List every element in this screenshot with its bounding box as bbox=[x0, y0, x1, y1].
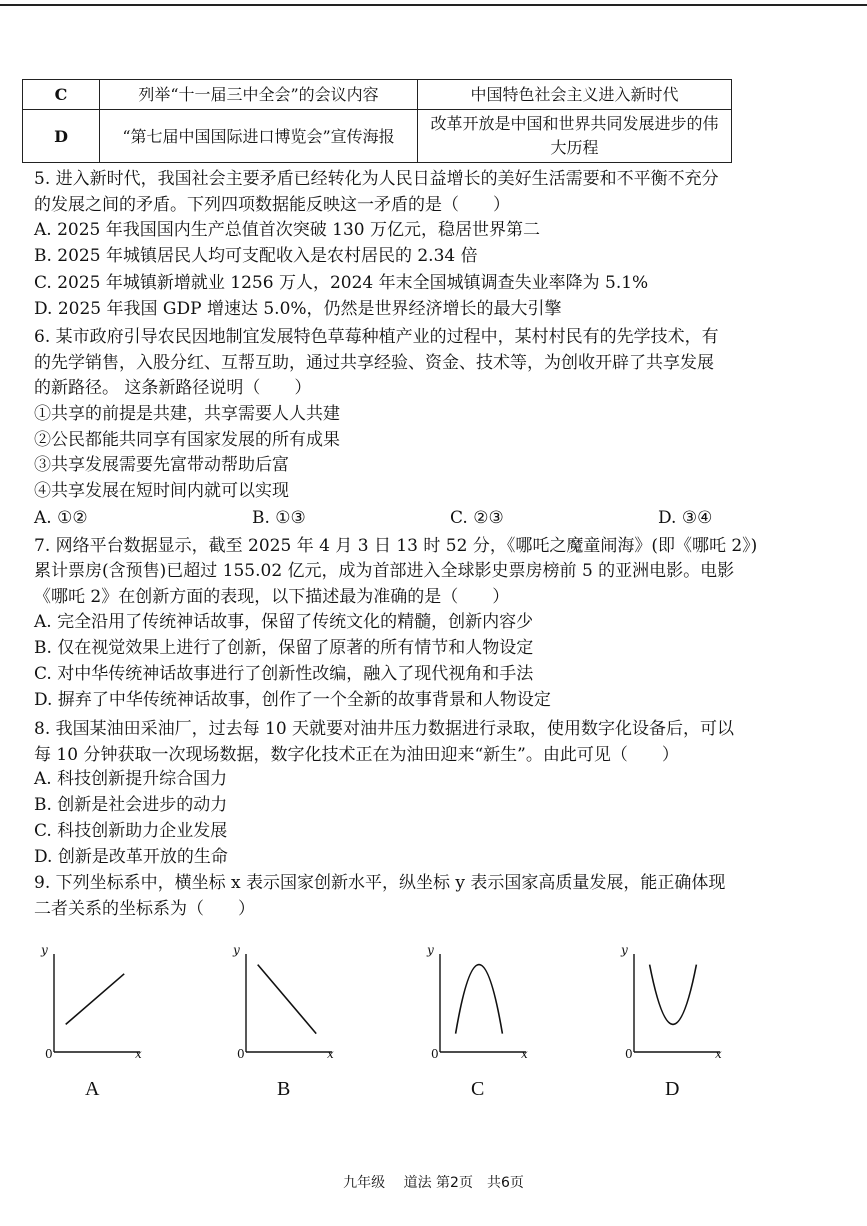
table-cell-conclusion: 改革开放是中国和世界共同发展进步的伟大历程 bbox=[418, 110, 732, 163]
graph-c-svg bbox=[426, 940, 546, 1075]
table-option-label: D bbox=[23, 110, 100, 163]
q8-stem-line1: 8. 我国某油田采油厂，过去每 10 天就要对油井压力数据进行录取，使用数字化设备后，可以 bbox=[34, 719, 735, 739]
graph-c-label: C bbox=[471, 1078, 485, 1100]
q7-stem-line2: 累计票房(含预售)已超过 155.02 亿元，成为首部进入全球影史票房榜前 5 的亚洲电影。电影 bbox=[34, 561, 735, 581]
q7-option-b[interactable]: B. 仅在视觉效果上进行了创新，保留了原著的所有情节和人物设定 bbox=[34, 638, 534, 658]
table-cell-content: 列举“十一届三中全会”的会议内容 bbox=[100, 80, 418, 110]
q6-option-c[interactable]: C. ②③ bbox=[450, 508, 504, 528]
q6-option-a[interactable]: A. ①② bbox=[34, 508, 88, 528]
q8-option-a[interactable]: A. 科技创新提升综合国力 bbox=[34, 769, 228, 789]
q6-statement-4: ④共享发展在短时间内就可以实现 bbox=[34, 481, 289, 501]
q5-option-a[interactable]: A. 2025 年我国国内生产总值首次突破 130 万亿元，稳居世界第二 bbox=[34, 220, 541, 240]
q7-stem-line3: 《哪吒 2》在创新方面的表现，以下描述最为准确的是（ ） bbox=[34, 587, 510, 607]
q8-option-c[interactable]: C. 科技创新助力企业发展 bbox=[34, 821, 228, 841]
graph-d-ylabel: y bbox=[621, 943, 628, 957]
series-line bbox=[650, 965, 697, 1025]
graph-b-svg bbox=[232, 940, 352, 1075]
page-footer: 九年级 道法 第2页 共6页 bbox=[343, 1175, 524, 1191]
q5-option-d[interactable]: D. 2025 年我国 GDP 增速达 5.0%，仍然是世界经济增长的最大引擎 bbox=[34, 299, 562, 319]
graph-b-origin: 0 bbox=[237, 1047, 245, 1061]
graph-d-origin: 0 bbox=[625, 1047, 633, 1061]
q5-option-b[interactable]: B. 2025 年城镇居民人均可支配收入是农村居民的 2.34 倍 bbox=[34, 246, 478, 266]
graph-d-svg bbox=[620, 940, 740, 1075]
q7-option-a[interactable]: A. 完全沿用了传统神话故事，保留了传统文化的精髓，创新内容少 bbox=[34, 612, 534, 632]
coordinate-graphs bbox=[0, 940, 867, 1120]
q6-stem-line2: 的先学销售，入股分红、互帮互助，通过共享经验、资金、技术等，为创收开辟了共享发展 bbox=[34, 353, 714, 373]
series-line bbox=[456, 965, 503, 1034]
graph-c-origin: 0 bbox=[431, 1047, 439, 1061]
q6-option-d[interactable]: D. ③④ bbox=[658, 508, 713, 528]
q6-option-b[interactable]: B. ①③ bbox=[252, 508, 306, 528]
table-cell-conclusion: 中国特色社会主义进入新时代 bbox=[418, 80, 732, 110]
options-table bbox=[22, 79, 732, 163]
table-option-label: C bbox=[23, 80, 100, 110]
graph-b[interactable] bbox=[232, 940, 352, 1110]
q8-option-b[interactable]: B. 创新是社会进步的动力 bbox=[34, 795, 228, 815]
q5-stem-line2: 的发展之间的矛盾。下列四项数据能反映这一矛盾的是（ ） bbox=[34, 195, 510, 215]
q8-stem-line2: 每 10 分钟获取一次现场数据，数字化技术正在为油田迎来“新生”。由此可见（ ） bbox=[34, 745, 679, 765]
graph-d[interactable] bbox=[620, 940, 740, 1110]
table-row bbox=[23, 110, 732, 163]
graph-c[interactable] bbox=[426, 940, 546, 1110]
graph-d-label: D bbox=[665, 1078, 680, 1100]
q6-statement-1: ①共享的前提是共建，共享需要人人共建 bbox=[34, 404, 340, 424]
graph-b-xlabel: x bbox=[327, 1047, 334, 1061]
q6-stem-line1: 6. 某市政府引导农民因地制宜发展特色草莓种植产业的过程中，某村村民有的先学技术，有 bbox=[34, 327, 719, 347]
q6-statement-3: ③共享发展需要先富带动帮助后富 bbox=[34, 455, 289, 475]
graph-c-xlabel: x bbox=[521, 1047, 528, 1061]
graph-a-xlabel: x bbox=[135, 1047, 142, 1061]
graph-a-svg bbox=[40, 940, 160, 1075]
table-cell-content: “第七届中国国际进口博览会”宣传海报 bbox=[100, 110, 418, 163]
q8-option-d[interactable]: D. 创新是改革开放的生命 bbox=[34, 847, 228, 867]
q5-stem-line1: 5. 进入新时代，我国社会主要矛盾已经转化为人民日益增长的美好生活需要和不平衡不充分 bbox=[34, 169, 719, 189]
q7-option-d[interactable]: D. 摒弃了中华传统神话故事，创作了一个全新的故事背景和人物设定 bbox=[34, 690, 551, 710]
q5-option-c[interactable]: C. 2025 年城镇新增就业 1256 万人，2024 年末全国城镇调查失业率降为 5.1% bbox=[34, 273, 649, 293]
graph-a-label: A bbox=[85, 1078, 100, 1100]
graph-b-ylabel: y bbox=[233, 943, 240, 957]
graph-a-origin: 0 bbox=[45, 1047, 53, 1061]
q9-stem-line1: 9. 下列坐标系中，横坐标 x 表示国家创新水平，纵坐标 y 表示国家高质量发展，能正确体现 bbox=[34, 873, 726, 893]
table-row bbox=[23, 80, 732, 110]
q6-statement-2: ②公民都能共同享有国家发展的所有成果 bbox=[34, 430, 340, 450]
series-line bbox=[66, 974, 125, 1025]
top-border-line bbox=[0, 4, 867, 6]
q9-stem-line2: 二者关系的坐标系为（ ） bbox=[34, 899, 255, 919]
q6-stem-line3: 的新路径。 这条新路径说明（ ） bbox=[34, 378, 312, 398]
series-line bbox=[258, 965, 317, 1034]
q7-option-c[interactable]: C. 对中华传统神话故事进行了创新性改编，融入了现代视角和手法 bbox=[34, 664, 534, 684]
q7-stem-line1: 7. 网络平台数据显示，截至 2025 年 4 月 3 日 13 时 52 分，《哪吒之魔童闹海》(即《哪吒 2》) bbox=[34, 536, 758, 556]
graph-b-label: B bbox=[277, 1078, 291, 1100]
graph-a-ylabel: y bbox=[41, 943, 48, 957]
graph-a[interactable] bbox=[40, 940, 160, 1110]
graph-d-xlabel: x bbox=[715, 1047, 722, 1061]
graph-c-ylabel: y bbox=[427, 943, 434, 957]
